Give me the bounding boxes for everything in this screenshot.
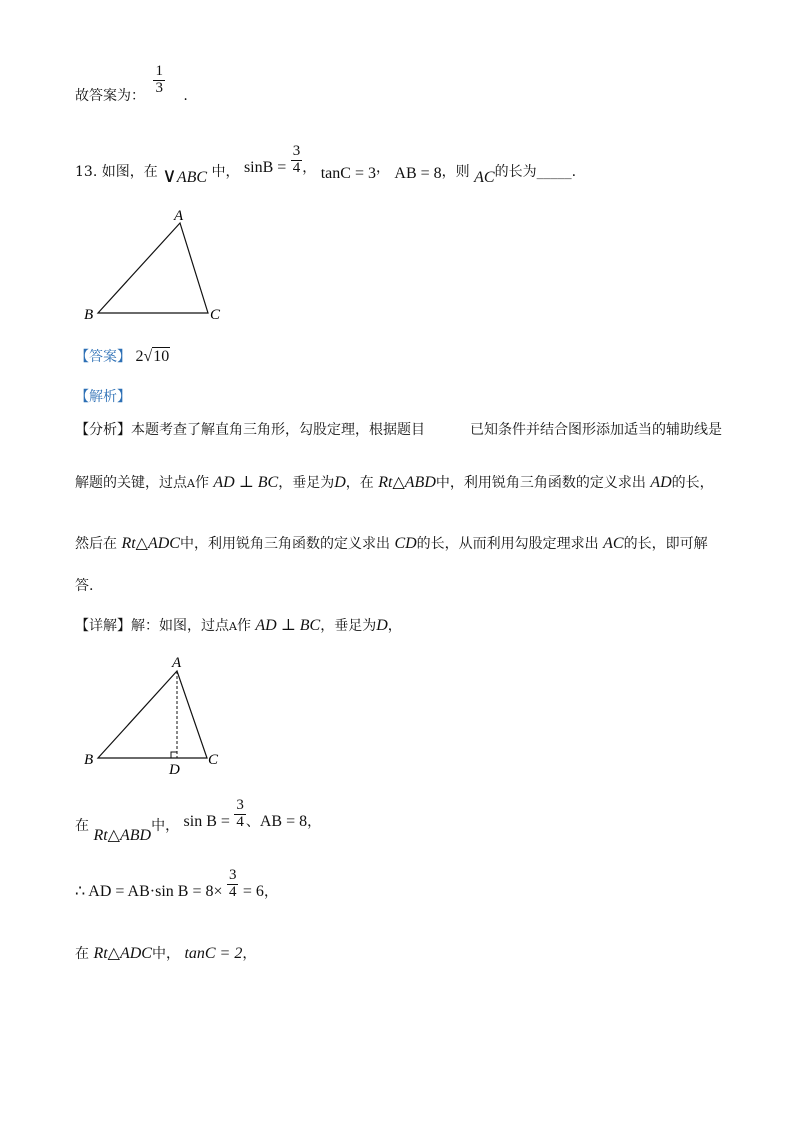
step2-fraction [227,868,239,901]
fenxi-l2i: 中，利用锐角三角函数的定义求出 [435,475,646,491]
vertex-D-label: D [169,762,180,778]
fenxi-l3a: 然后在 [75,536,117,552]
q13-tanC: tanC = 3 [320,165,376,183]
fenxi-line-2 [75,472,714,492]
vertex-A-label-2: A [172,655,182,671]
answer-line [75,346,170,366]
vertex-A-label: A [174,208,184,224]
fenxi-line-1b: 已知条件并结合图形添加适当的辅助线是 [470,422,722,438]
q13-sinB-denominator: 4 [292,159,301,176]
prev-answer-period: . [183,88,188,105]
prev-answer-fraction [153,64,165,97]
fenxi-line-4: 答. [75,578,94,594]
vertex-C-label-2: C [208,752,219,768]
step2-a: ∴ AD = AB·sin B = 8× [75,883,223,901]
fenxi-point-A: A [187,477,195,490]
step1-c: 中， [151,818,180,835]
step3-a: 在 [75,946,89,962]
answer-tag: 【答案】 [75,349,131,365]
step-3 [75,943,256,963]
step1-a: 在 [75,818,89,835]
right-angle-mark [171,752,177,758]
prev-answer-denominator: 3 [155,79,163,96]
xiangjie-tag: 【详解】 [75,618,131,634]
step3-c: 中， [151,946,180,962]
xiangjie-a: 解：如图，过点 [131,618,229,634]
fenxi-l3c: 中，利用锐角三角函数的定义求出 [179,536,390,552]
fenxi-l1a: 本题考查了解直角三角形，勾股定理，根据题目 [131,422,425,438]
prev-answer-label: 故答案为： [75,88,145,105]
fenxi-AC: AC [603,535,624,552]
q13-comma-2: ， [375,160,390,177]
fenxi-rt-adc: Rt△ADC [121,535,180,552]
xiangjie-c: 作 [236,618,251,634]
step3-e: ， [242,946,257,962]
fenxi-l2a: 解题的关键，过点 [75,475,187,491]
answer-coefficient: 2 [135,348,144,365]
vertex-B-label: B [84,307,94,323]
xiangjie-D: D [376,617,388,634]
q13-comma-3: ，则 [441,164,470,181]
step1-fraction [234,798,246,831]
xiangjie-line [75,615,402,635]
fenxi-D: D [334,474,346,491]
step1-rt-abd: Rt△ABD [93,827,152,845]
fenxi-rt-abd: Rt△ABD [378,474,436,491]
xiangjie-perp: AD ⊥ BC [255,617,321,634]
step2-c: ， [263,884,278,901]
step1-e: 、 [245,814,260,831]
xiangjie-g: ， [387,618,402,634]
fenxi-l3g: 的长，即可解 [623,536,708,552]
q13-sinB: sinB = [243,159,287,177]
triangle-abc-figure [80,205,230,325]
fenxi-l3e: 的长，从而利用勾股定理求出 [416,536,599,552]
q13-AB: AB = 8 [394,165,442,183]
step1-sinB: sin B = [183,813,230,831]
question-13 [75,143,577,188]
prev-answer-line [75,63,188,105]
triangle-abd-figure [80,653,230,778]
radical-sign: √ [143,348,153,365]
fenxi-CD: CD [394,535,417,552]
step1-numerator: 3 [236,797,244,813]
vertex-C-label: C [210,307,221,323]
prev-answer-numerator: 1 [155,63,163,79]
q13-tail: 的长为_____. [494,164,577,181]
fenxi-perp: AD ⊥ BC [213,474,279,491]
q13-sinB-fraction [291,144,303,177]
step1-denominator: 4 [236,813,244,830]
step2-b: = 6 [242,883,264,901]
step-2 [75,868,278,901]
q13-triangle-name: ABC [176,169,208,187]
fenxi-line-3 [75,533,708,553]
analysis-tag: 【解析】 [75,389,131,405]
step2-numerator: 3 [228,867,237,883]
step-1 [75,797,322,845]
triangle-abc-2 [98,671,207,758]
q13-zhong: 中， [211,164,240,181]
xiangjie-point-A: A [229,620,237,633]
step1-g: ， [307,814,322,831]
step3-rt-adc: Rt△ADC [93,945,152,962]
q13-AC: AC [474,169,495,187]
step1-AB: AB = 8 [259,813,308,831]
fenxi-l2k: 的长， [671,475,714,491]
q13-number: 13. 如图，在 [75,164,158,181]
fenxi-l2c: 作 [194,475,209,491]
step2-denominator: 4 [228,883,237,900]
q13-comma-1: ， [302,160,317,177]
step3-tanC: tanC = 2 [184,945,243,962]
triangle-symbol: ∨ [162,163,177,188]
fenxi-AD: AD [650,474,672,491]
answer-radicand: 10 [153,348,170,365]
fenxi-l2g: ，在 [345,475,374,491]
fenxi-l2e: ，垂足为 [278,475,335,491]
triangle-abc [98,223,208,313]
vertex-B-label-2: B [84,752,94,768]
fenxi-line-1 [75,419,425,439]
fenxi-tag: 【分析】 [75,422,131,438]
q13-sinB-numerator: 3 [292,143,301,159]
xiangjie-e: ，垂足为 [320,618,377,634]
